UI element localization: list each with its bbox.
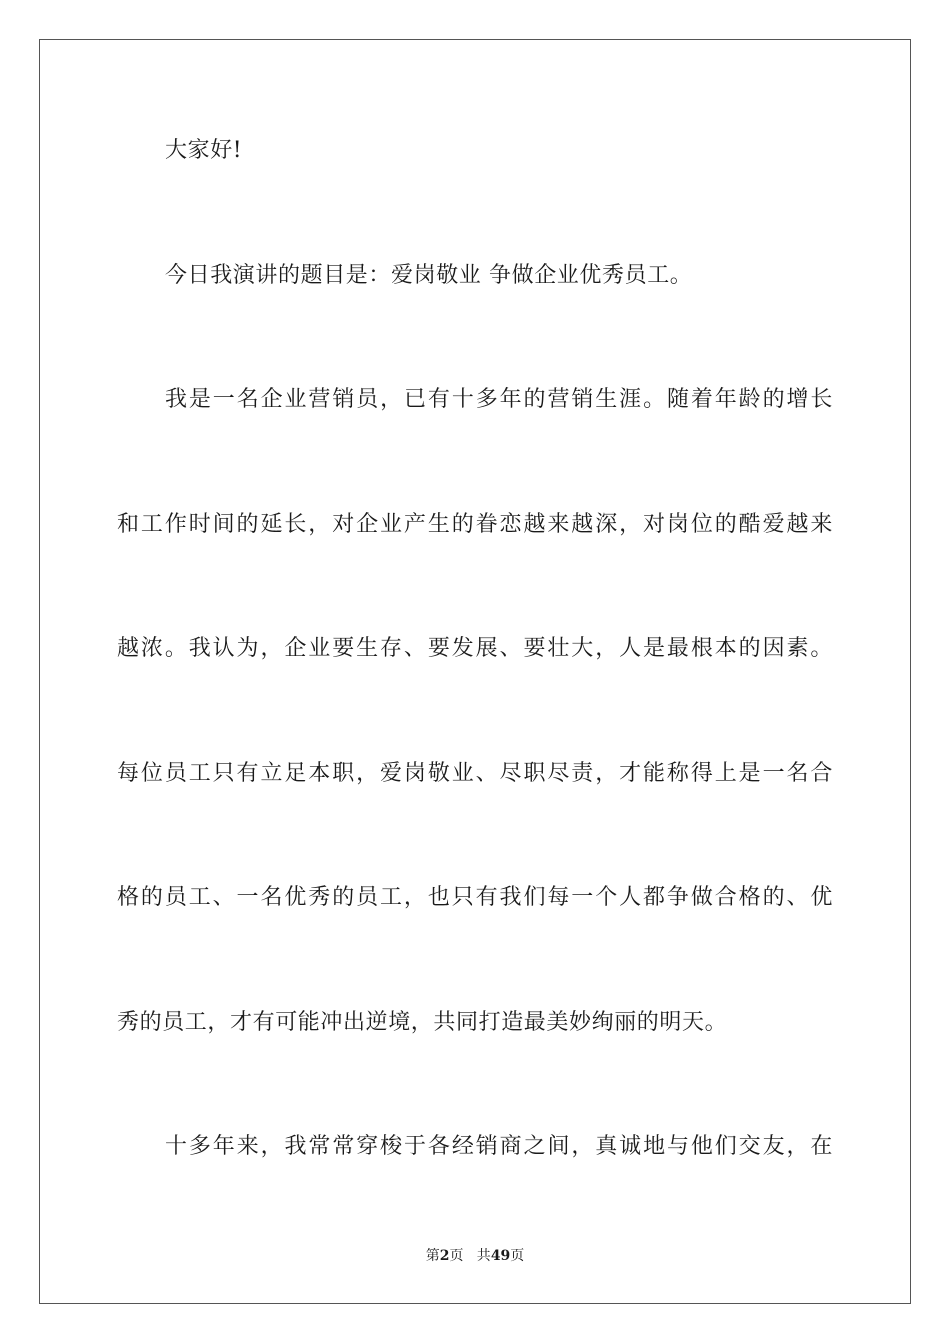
paragraph-line: 和工作时间的延长，对企业产生的眷恋越来越深，对岗位的酷爱越来 (117, 512, 833, 537)
paragraph-line: 我是一名企业营销员，已有十多年的营销生涯。随着年龄的增长 (165, 387, 833, 412)
footer-page-prefix: 第 (425, 1248, 440, 1264)
footer-page-number: 2 (439, 1248, 450, 1264)
topic-line: 今日我演讲的题目是：爱岗敬业 争做企业优秀员工。 (165, 263, 693, 288)
page-footer (0, 1246, 950, 1266)
greeting-line: 大家好! (165, 138, 243, 163)
paragraph-line: 格的员工、一名优秀的员工，也只有我们每一个人都争做合格的、优 (117, 885, 833, 910)
paragraph-line: 十多年来，我常常穿梭于各经销商之间，真诚地与他们交友，在 (165, 1134, 833, 1159)
paragraph-line: 秀的员工，才有可能冲出逆境，共同打造最美妙绚丽的明天。 (117, 1010, 728, 1035)
paragraph-line: 每位员工只有立足本职，爱岗敬业、尽职尽责，才能称得上是一名合 (117, 761, 833, 786)
footer-total-suffix: 页 (510, 1248, 525, 1264)
footer-page-suffix: 页 共 (449, 1248, 491, 1264)
footer-total-pages: 49 (490, 1248, 511, 1264)
page-frame (39, 39, 911, 1304)
paragraph-line: 越浓。我认为，企业要生存、要发展、要壮大，人是最根本的因素。 (117, 636, 833, 661)
